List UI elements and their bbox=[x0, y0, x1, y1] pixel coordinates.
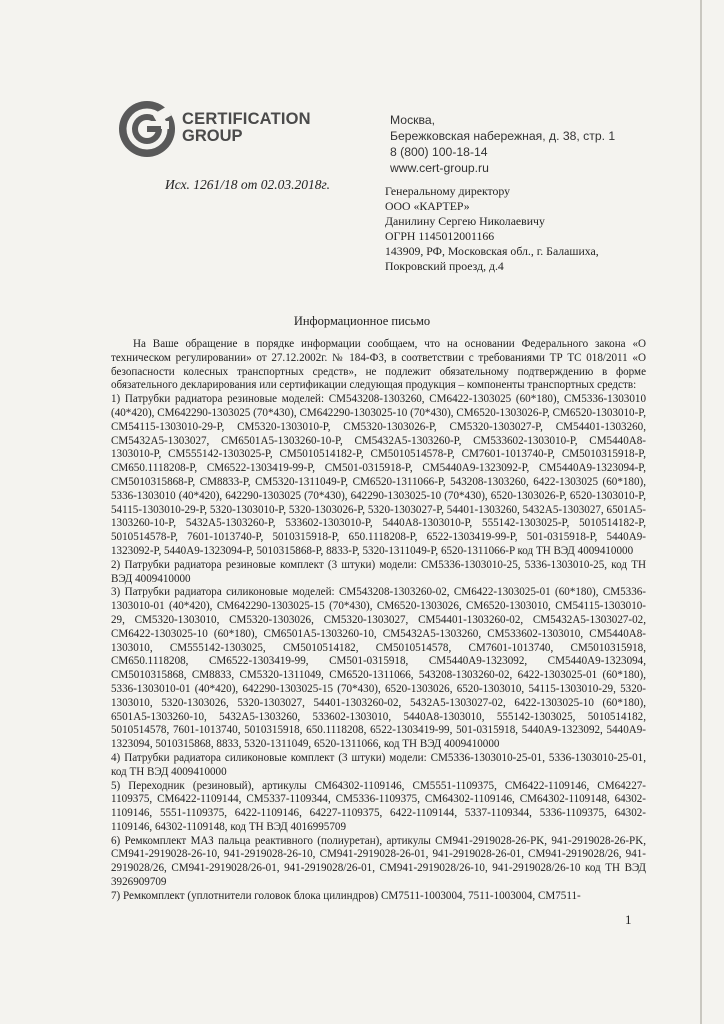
outgoing-reference: Исх. 1261/18 от 02.03.2018г. bbox=[165, 177, 331, 192]
page-number: 1 bbox=[625, 912, 632, 927]
recipient-block bbox=[385, 184, 599, 274]
recipient-company: ООО «КАРТЕР» bbox=[385, 199, 470, 213]
company-address bbox=[390, 112, 615, 176]
logo-line-1: CERTIFICATION bbox=[182, 110, 311, 128]
address-city: Москва, bbox=[390, 113, 435, 127]
list-item: 6) Ремкомплект МАЗ пальца реактивного (полиуретан), артикулы CM941-2919028-26-PK, 941-2919028-26-PK, CM941-2919028-26-10, 941-2919028-26-10, CM941-2919028-26-01, 941-2919028-26-01, CM941-2919028/26, 941-2919028/26, CM941-2919028/26-01, 941-2919028/26-01, CM941-2919028/26-10, 941-2919028/26-10 код ТН ВЭД 3926909709 bbox=[111, 834, 646, 889]
recipient-address-2: Покровский проезд, д.4 bbox=[385, 259, 504, 273]
logo-line-2: GROUP bbox=[182, 127, 243, 145]
address-street: Бережковская набережная, д. 38, стр. 1 bbox=[390, 129, 616, 143]
letter-title: Информационное письмо bbox=[293, 314, 431, 328]
scan-edge-line bbox=[700, 0, 702, 1024]
recipient-ogrn: ОГРН 1145012001166 bbox=[385, 229, 495, 243]
list-item: 5) Переходник (резиновый), артикулы CM64302-1109146, CM5551-1109375, CM6422-1109146, CM64227-1109375, CM6422-1109144, CM5337-1109344, CM5336-1109375, CM64302-1109146, CM64302-1109148, 64302-1109146, 5551-1109375, 6422-1109146, 64227-1109375, 6422-1109144, 5337-1109344, 5336-1109375, 64302-1109146, 64302-1109148, код ТН ВЭД 4016995709 bbox=[111, 779, 646, 833]
recipient-address-1: 143909, РФ, Московская обл., г. Балашиха, bbox=[385, 244, 599, 258]
recipient-name: Данилину Сергею Николаевичу bbox=[385, 214, 545, 228]
list-item: 7) Ремкомплект (уплотнители головок блока цилиндров) CM7511-1003004, 7511-1003004, CM7511- bbox=[111, 889, 581, 902]
company-logo bbox=[118, 100, 318, 160]
letter-body bbox=[111, 338, 646, 904]
list-item: 1) Патрубки радиатора резиновые моделей: CM543208-1303260, CM6422-1303025 (60*180), CM5336-1303010 (40*420), CM642290-1303025 (70*430), CM642290-1303025-10 (70*430), CM6520-1303026-P, CM6520-1303010-P, CM54115-1303010-29-P, CM5320-1303010-P, CM5320-1303026-P, CM5320-1303027-P, CM54401-1303260, CM5432A5-1303027, CM6501A5-1303260-10-P, CM5432A5-1303260-P, CM533602-1303010-P, CM5440A8-1303010-P, CM555142-1303025-P, CM5010514182-P, CM5010514578-P, CM7601-1013740-P, CM5010315918-P, CM650.1118208-P, CM6522-1303419-99-P, CM501-0315918-P, CM5440A9-1323092-P, CM5440A9-1323094-P, CM5010315868-P, CM8833-P, CM5320-1311049-P, CM6520-1311066-P, 543208-1303260, 6422-1303025 (60*180), 5336-1303010 (40*420), 642290-1303025 (70*430), 642290-1303025-10 (70*430), 6520-1303026-P, 6520-1303010-P, 54115-1303010-29-P, 5320-1303010-P, 5320-1303026-P, 5320-1303027-P, 54401-1303260, 5432A5-1303027, 6501A5-1303260-10-P, 5432A5-1303260-P, 533602-1303010-P, 5440A8-1303010-P, 555142-1303025-P, 5010514182-P, 5010514578-P, 7601-1013740-P, 5010315918-P, 650.1118208-P, 6522-1303419-99-P, 501-0315918-P, 5440A9-1323092-P, 5440A9-1323094-P, 5010315868-P, 8833-P, 5320-1311049-P, 6520-1311066-P код ТН ВЭД 4009410000 bbox=[111, 393, 646, 557]
intro-paragraph: На Ваше обращение в порядке информации сообщаем, что на основании Федерального закона «О техническом регулировании» от 27.12.2002г. № 184-ФЗ, в соответствии с требованиями ТР ТС 018/2011 «О безопасности колесных транспортных средств», не подлежит обязательному подтверждению в форме обязательного декларирования или сертификации следующая продукция – компоненты транспортных средств: bbox=[111, 338, 646, 392]
certification-group-logo-icon bbox=[118, 100, 176, 158]
recipient-position: Генеральному директору bbox=[385, 184, 511, 198]
list-item: 4) Патрубки радиатора силиконовые комплект (3 штуки) модели: CM5336-1303010-25-01, 5336-1303010-25-01, код ТН ВЭД 4009410000 bbox=[111, 751, 646, 778]
logo-wordmark bbox=[182, 111, 311, 145]
list-item: 3) Патрубки радиатора силиконовые моделей: CM543208-1303260-02, CM6422-1303025-01 (60*180), CM5336-1303010-01 (40*420), CM642290-1303025-15 (70*430), CM6520-1303026, CM6520-1303010, CM54115-1303010-29, CM5320-1303010, CM5320-1303026, CM5320-1303027, CM54401-1303260-02, CM5432A5-1303027-02, CM6422-1303025-10 (60*180), CM6501A5-1303260-10, CM5432A5-1303260, CM533602-1303010, CM5440A8-1303010, CM555142-1303025, CM5010514182, CM5010514578, CM7601-1013740, CM5010315918, CM650.1118208, CM6522-1303419-99, CM501-0315918, CM5440A9-1323092, CM5440A9-1323094, CM5010315868, CM8833, CM5320-1311049, CM6520-1311066, 543208-1303260-02, 6422-1303025-01 (60*180), 5336-1303010-01 (40*420), 642290-1303025-15 (70*430), 6520-1303026, 6520-1303010, 54115-1303010-29, 5320-1303010, 5320-1303026, 5320-1303027, 54401-1303260-02, 5432A5-1303027-02, 6422-1303025-10 (60*180), 6501A5-1303260-10, 5432A5-1303260, 533602-1303010, 5440A8-1303010, 555142-1303025, 5010514182, 5010514578, 7601-1013740, 5010315918, 650.1118208, 6522-1303419-99, 501-0315918, 5440A9-1323092, 5440A9-1323094, 5010315868, 8833, 5320-1311049, 6520-1311066, код ТН ВЭД 4009410000 bbox=[111, 586, 646, 751]
address-website: www.cert-group.ru bbox=[390, 161, 489, 175]
list-item: 2) Патрубки радиатора резиновые комплект (3 штуки) модели: CM5336-1303010-25, 5336-1303010-25, код ТН ВЭД 4009410000 bbox=[111, 558, 646, 585]
address-phone: 8 (800) 100-18-14 bbox=[390, 145, 488, 159]
